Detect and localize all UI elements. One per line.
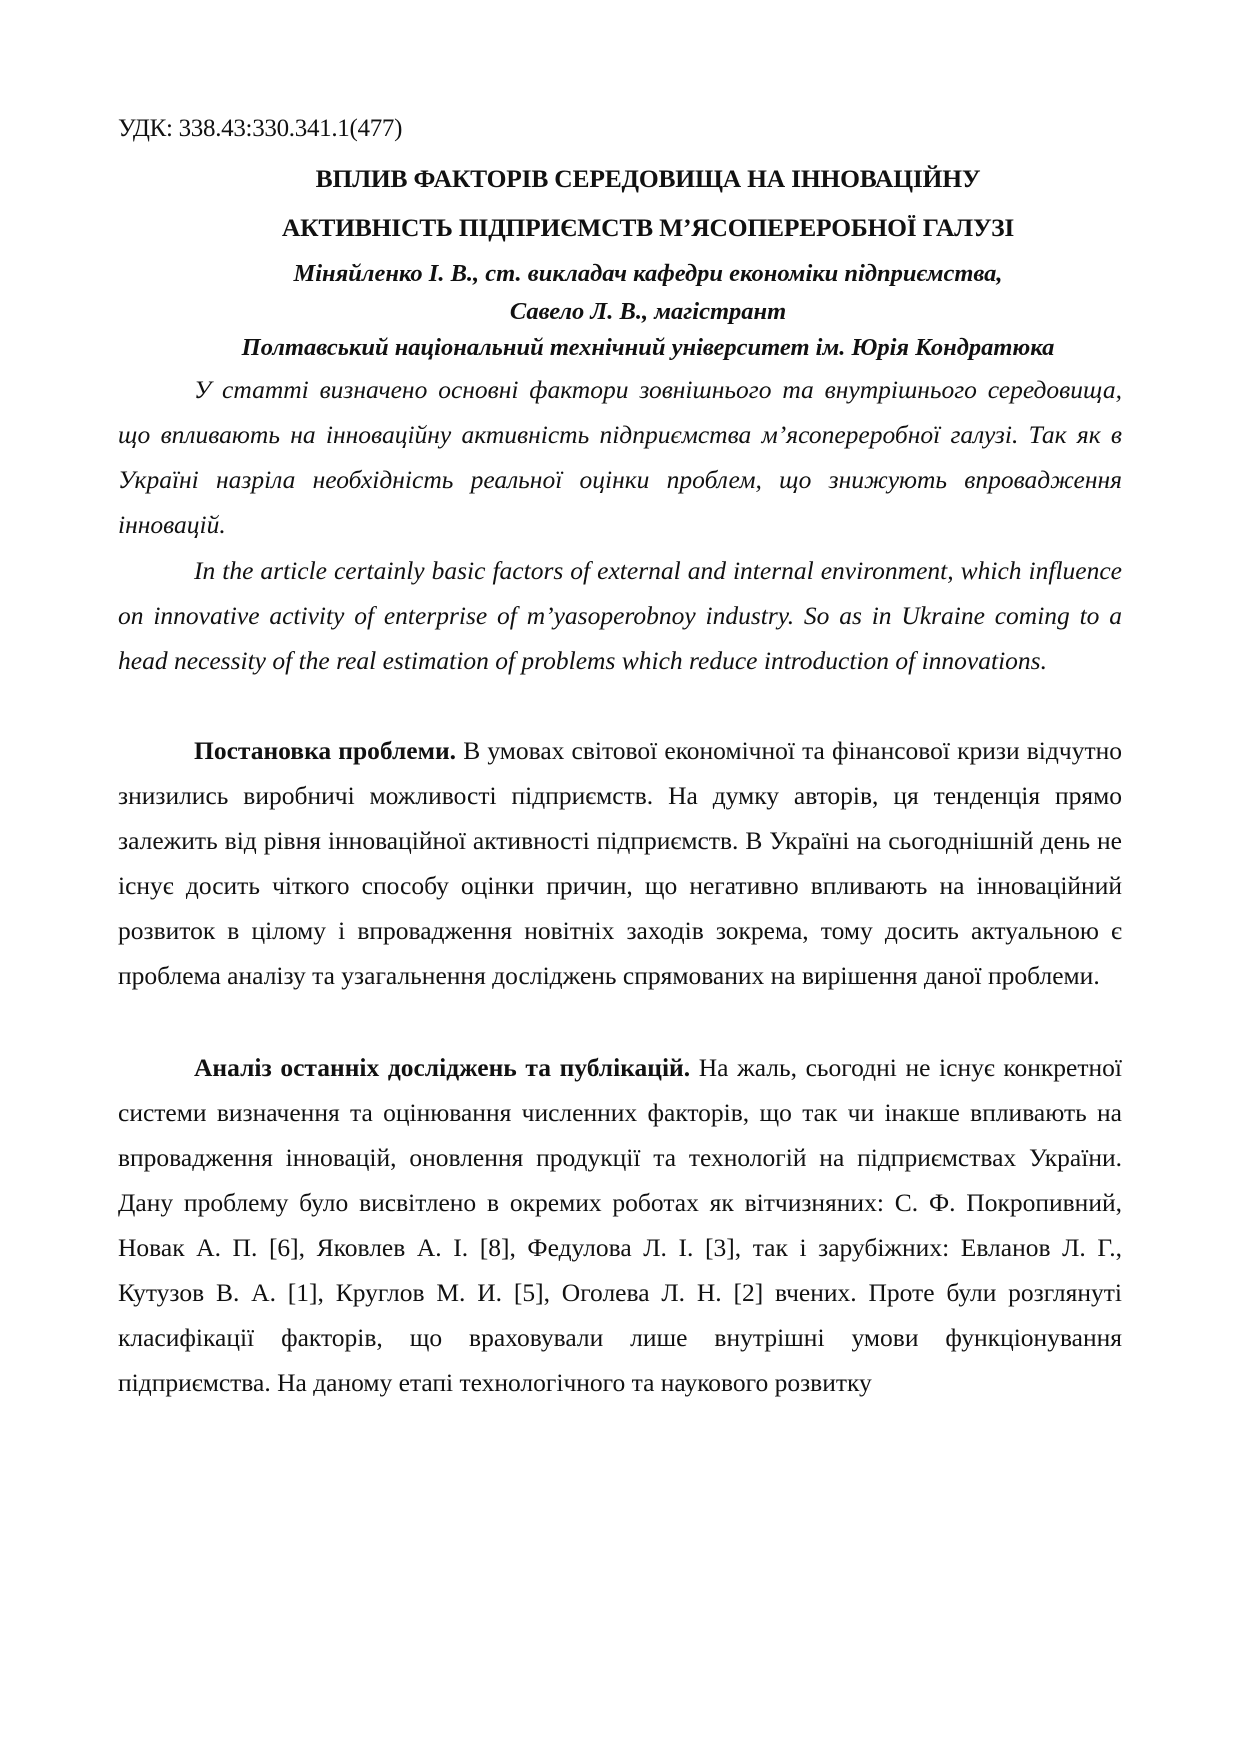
abstract-ukrainian [118, 367, 1122, 547]
article-title-line-1: ВПЛИВ ФАКТОРІВ СЕРЕДОВИЩА НА ІННОВАЦІЙНУ [315, 164, 981, 193]
affiliation: Полтавський національний технічний університет ім. Юрія Кондратюка [241, 334, 1055, 361]
abstract-ua-text: У статті визначено основні фактори зовнішнього та внутрішнього середовища, що впливають на інноваційну активність підприємства м’ясопереробної галузі. Так як в Україні назріла необхідність реальної оцінки проблем, що знижують впровадження інновацій. [118, 375, 1122, 539]
section-1-text: В умовах світової економічної та фінансової кризи відчутно знизились виробничі можливості підприємств. На думку авторів, ця тенденція прямо залежить від рівня інноваційної активності підприємств. В Україні на сьогоднішній день не існує досить чіткого способу оцінки причин, що негативно впливають на інноваційний розвиток в цілому і впровадження новітніх заходів зокрема, тому досить актуальною є проблема аналізу та узагальнення досліджень спрямованих на вирішення даної проблеми. [118, 736, 1122, 990]
abstract-english [118, 548, 1122, 683]
section-1-paragraph [118, 728, 1122, 998]
section-2-heading: Аналіз останніх досліджень та публікацій. [194, 1053, 691, 1082]
section-literature-review [118, 1045, 1122, 1405]
section-1-heading: Постановка проблеми. [194, 736, 457, 765]
article-title-line-2: АКТИВНІСТЬ ПІДПРИЄМСТВ М’ЯСОПЕРЕРОБНОЇ ГАЛУЗІ [281, 213, 1015, 242]
udc-code: УДК: 338.43:330.341.1(477) [118, 115, 403, 142]
section-problem-statement [118, 728, 1122, 998]
author-1: Міняйленко І. В., ст. викладач кафедри економіки підприємства, [293, 260, 1003, 287]
section-2-text: На жаль, сьогодні не існує конкретної системи визначення та оцінювання численних факторів, що так чи інакше впливають на впровадження інновацій, оновлення продукції та технологій на підприємствах України. Дану проблему було висвітлено в окремих роботах як вітчизняних: С. Ф. Покропивний, Новак А. П. [6], Яковлев А. І. [8], Федулова Л. І. [3], так і зарубіжних: Евланов Л. Г., Кутузов В. А. [1], Круглов М. И. [5], Оголева Л. Н. [2] вчених. Проте були розглянуті класифікації факторів, що враховували лише внутрішні умови функціонування підприємства. На даному етапі технологічного та наукового розвитку [118, 1053, 1122, 1397]
section-2-paragraph [118, 1045, 1122, 1405]
abstract-en-text: In the article certainly basic factors of external and internal environment, which influence on innovative activity of enterprise of m’yasoperobnoy industry. So as in Ukraine coming to a head necessity of the real estimation of problems which reduce introduction of innovations. [118, 556, 1122, 675]
author-2: Савело Л. В., магістрант [509, 298, 787, 325]
